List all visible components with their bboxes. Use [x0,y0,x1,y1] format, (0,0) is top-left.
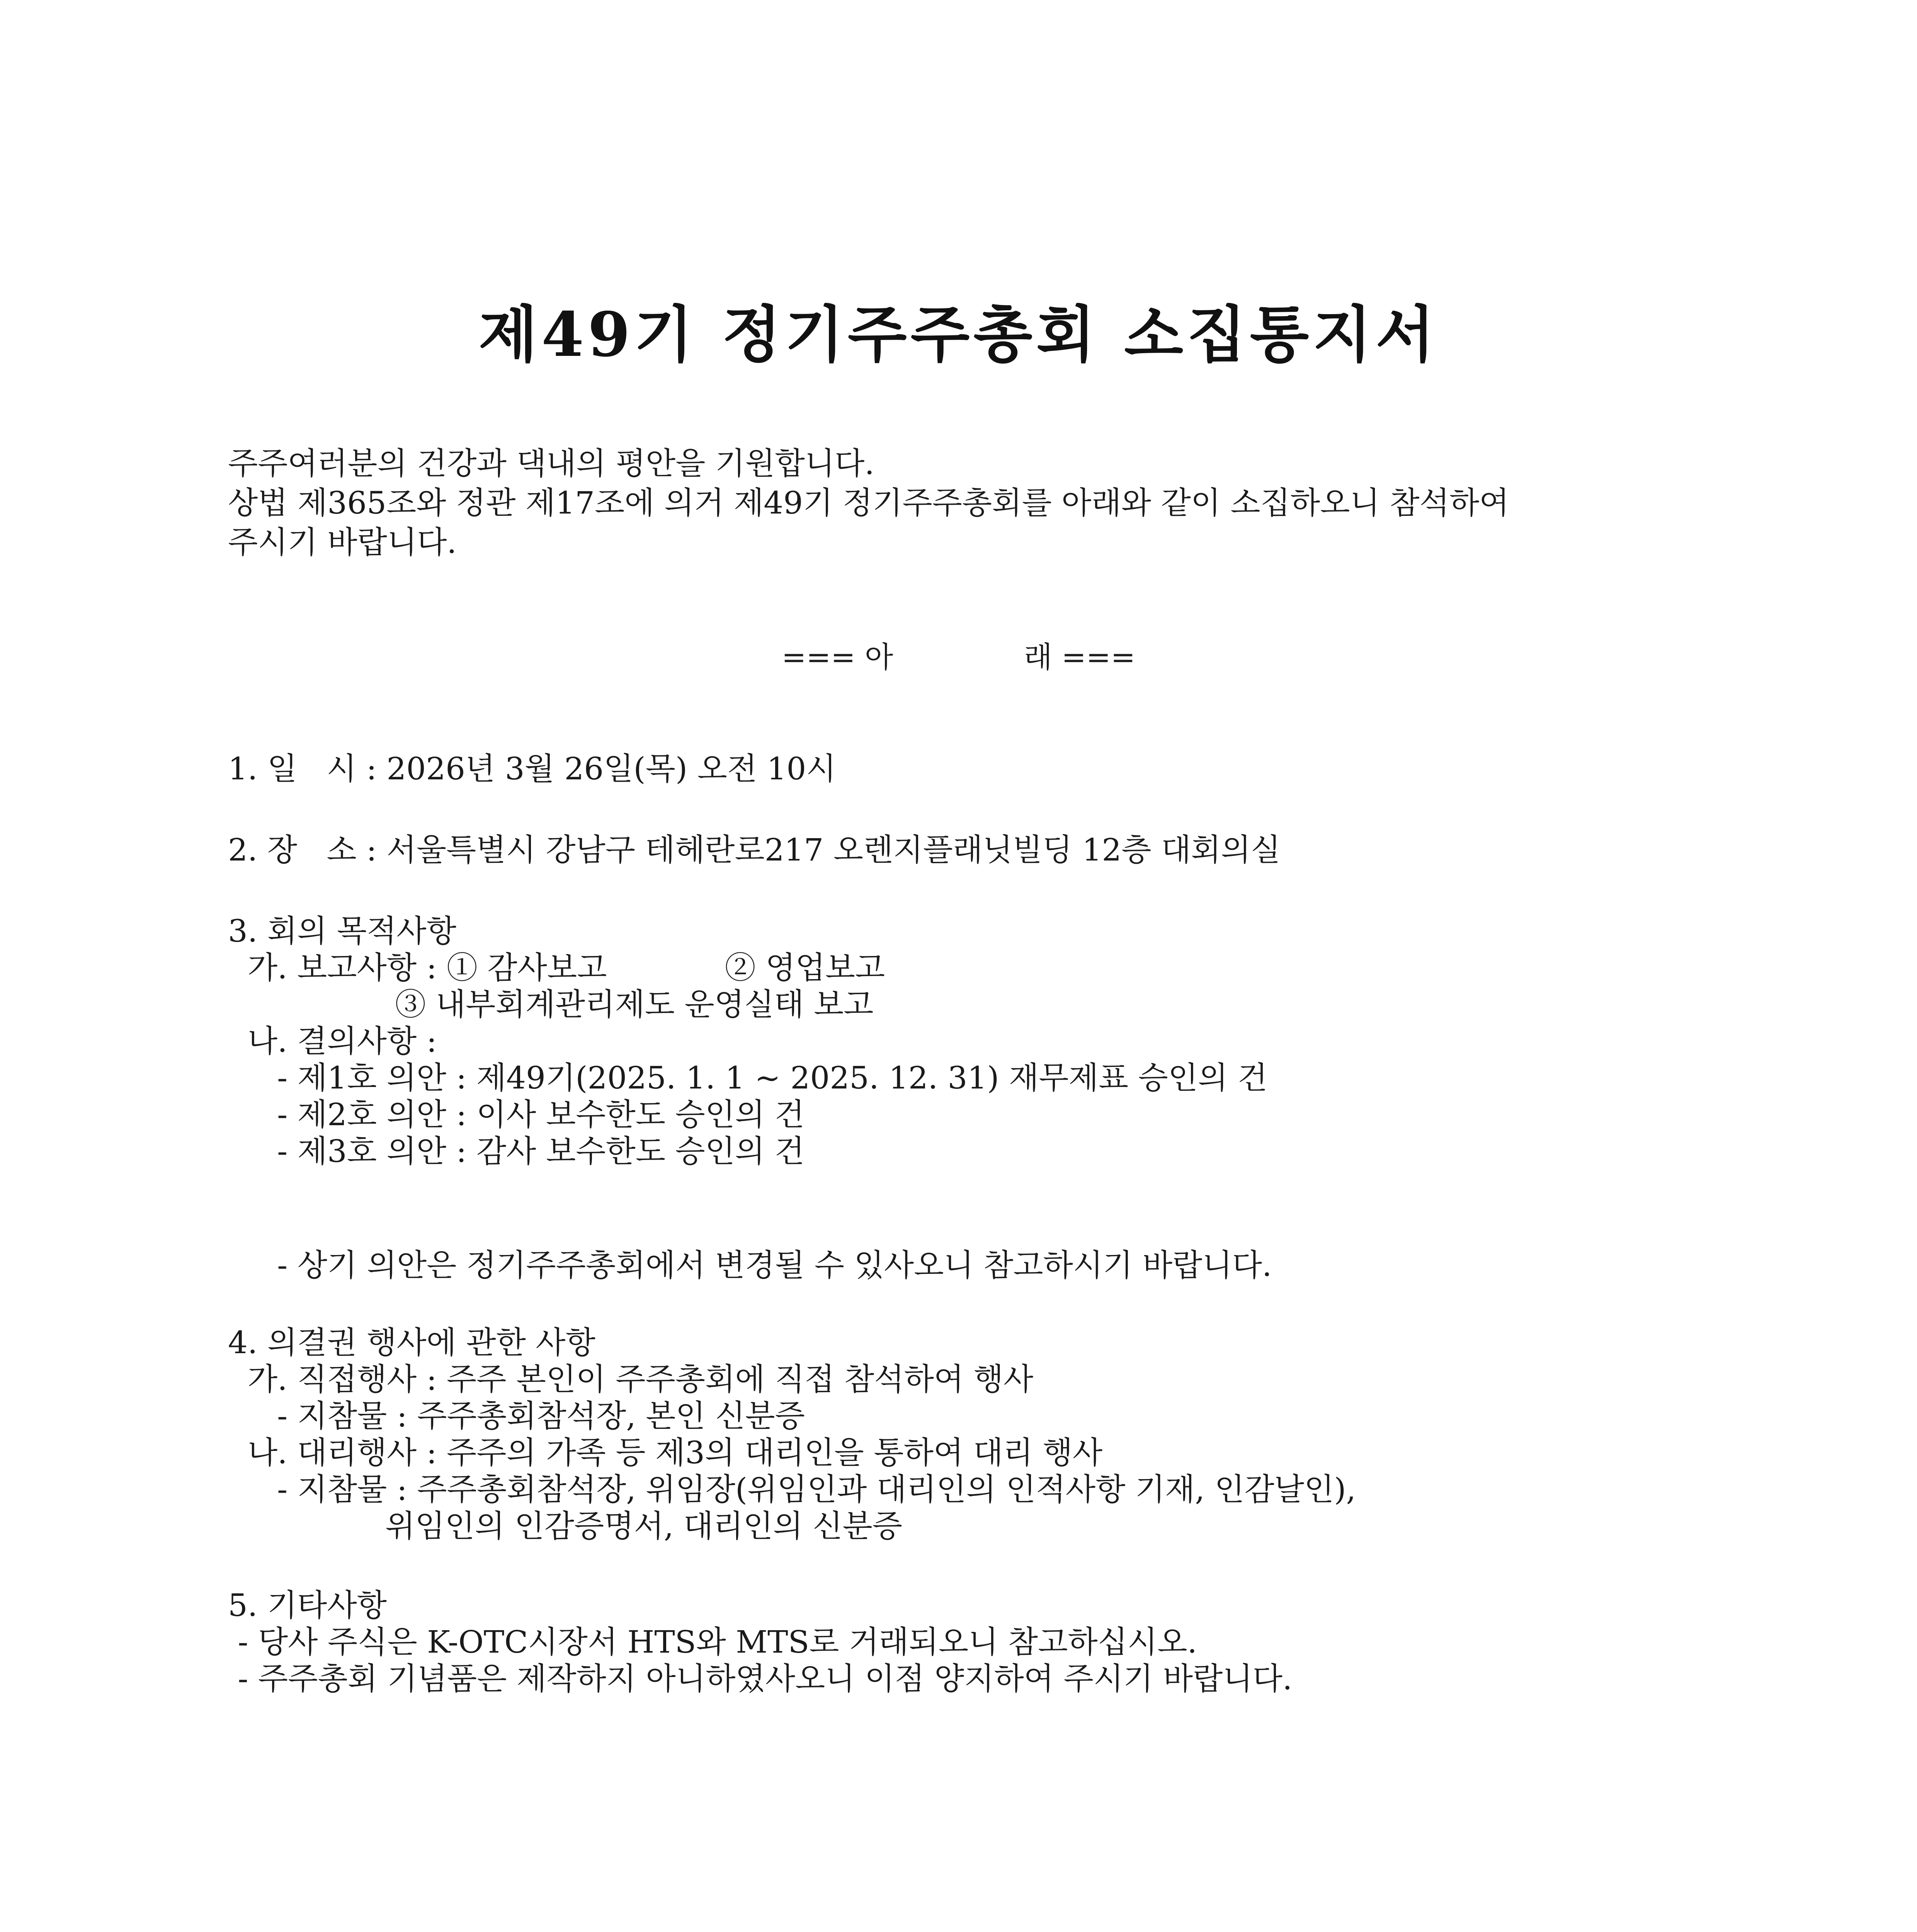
intro-line-3: 주시기 바랍니다. [228,524,457,560]
resolution-item-1: - 제1호 의안 : 제49기(2025. 1. 1 ~ 2025. 12. 31) 재무제표 승인의 건 [228,1060,1268,1096]
agenda-note: - 상기 의안은 정기주주총회에서 변경될 수 있사오니 참고하시기 바랍니다. [228,1247,1272,1283]
etc-heading: 5. 기타사항 [228,1587,387,1623]
proxy-vote: 나. 대리행사 : 주주의 가족 등 제3의 대리인을 통하여 대리 행사 [228,1435,1103,1471]
intro-line-2: 상법 제365조와 정관 제17조에 의거 제49기 정기주주총회를 아래와 같이 소집하오니 참석하여 [228,485,1509,521]
direct-vote-documents: - 지참물 : 주주총회참석장, 본인 신분증 [228,1398,805,1434]
etc-item-2: - 주주총회 기념품은 제작하지 아니하였사오니 이점 양지하여 주시기 바랍니다. [228,1661,1293,1697]
resolution-item-2: - 제2호 의안 : 이사 보수한도 승인의 건 [228,1097,805,1133]
proxy-vote-documents-2: 위임인의 인감증명서, 대리인의 신분증 [228,1508,903,1544]
voting-heading: 4. 의결권 행사에 관한 사항 [228,1325,595,1361]
proxy-vote-documents-1: - 지참물 : 주주총회참석장, 위임장(위임인과 대리인의 인적사항 기재, 인감날인), [228,1471,1356,1507]
notice-divider: === 아 래 === [781,640,1136,674]
resolution-heading: 나. 결의사항 : [228,1023,437,1059]
intro-line-1: 주주여러분의 건강과 댁내의 평안을 기원합니다. [228,446,874,481]
report-items-line-1: 가. 보고사항 : ① 감사보고 ② 영업보고 [228,950,885,986]
direct-vote: 가. 직접행사 : 주주 본인이 주주총회에 직접 참석하여 행사 [228,1361,1034,1397]
document-title: 제49기 정기주주총회 소집통지서 [478,299,1439,371]
meeting-date: 1. 일 시 : 2026년 3월 26일(목) 오전 10시 [228,751,836,787]
etc-item-1: - 당사 주식은 K-OTC시장서 HTS와 MTS로 거래되오니 참고하십시오. [228,1624,1197,1660]
agenda-heading: 3. 회의 목적사항 [228,913,456,949]
report-items-line-2: ③ 내부회계관리제도 운영실태 보고 [228,986,874,1022]
resolution-item-3: - 제3호 의안 : 감사 보수한도 승인의 건 [228,1133,805,1169]
meeting-place: 2. 장 소 : 서울특별시 강남구 테헤란로217 오렌지플래닛빌딩 12층 대회의실 [228,832,1281,868]
